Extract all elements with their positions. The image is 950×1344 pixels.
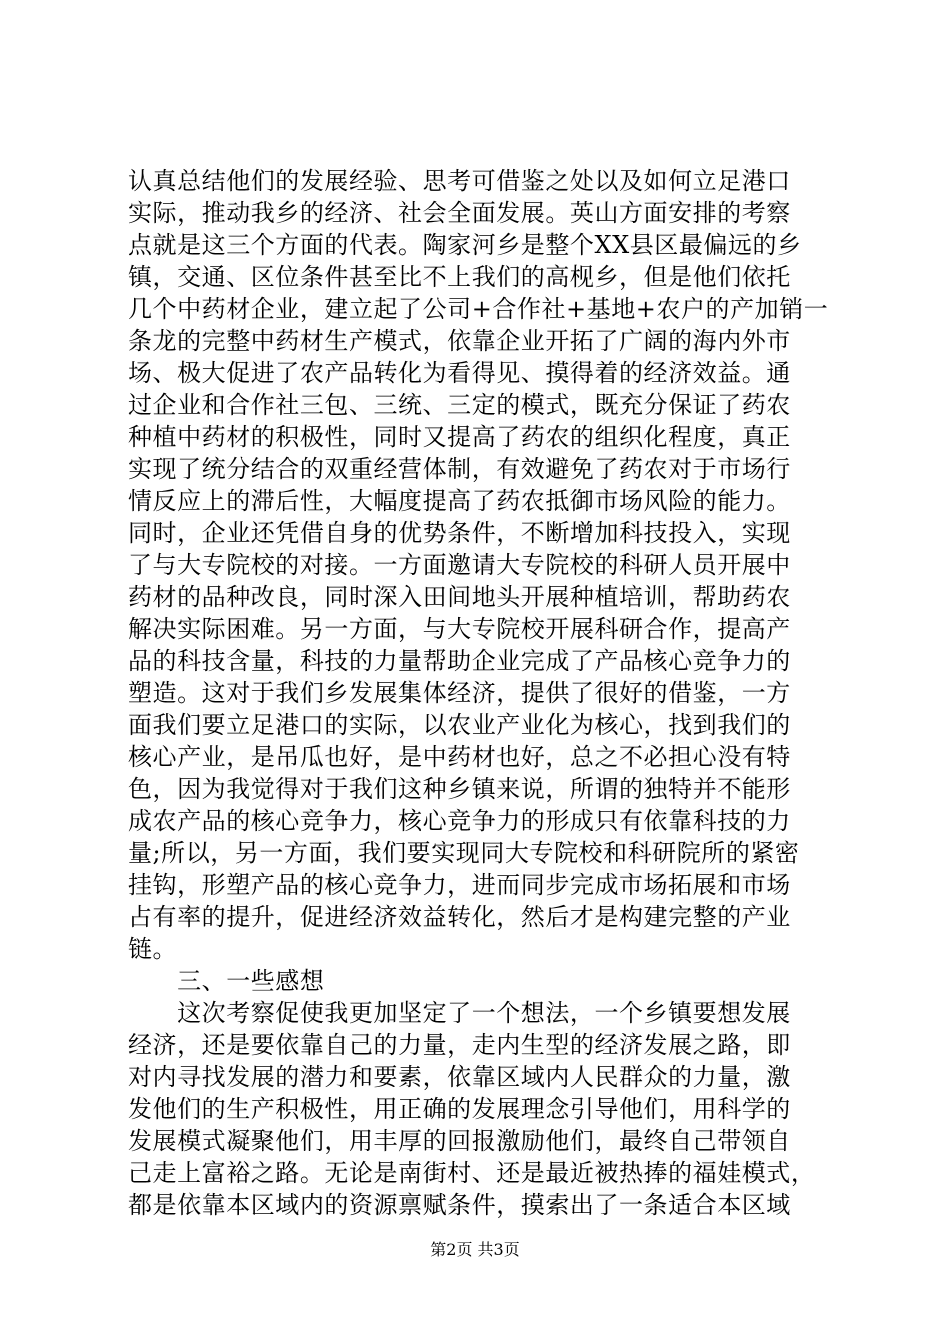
text-line: 色，因为我觉得对于我们这种乡镇来说，所谓的独特并不能形 xyxy=(128,775,791,803)
text-line: 都是依靠本区域内的资源禀赋条件，摸索出了一条适合本区域 xyxy=(128,1191,791,1219)
text-line: 占有率的提升，促进经济效益转化，然后才是构建完整的产业 xyxy=(128,903,791,931)
text-line: 解决实际困难。另一方面，与大专院校开展科研合作，提高产 xyxy=(128,615,791,643)
text-line: 核心产业，是吊瓜也好，是中药材也好，总之不必担心没有特 xyxy=(128,743,791,771)
text-line: 实现了统分结合的双重经营体制，有效避免了药农对于市场行 xyxy=(128,455,791,483)
text-line: 镇，交通、区位条件甚至比不上我们的高枧乡，但是他们依托 xyxy=(128,263,791,291)
text-line: 发展模式凝聚他们，用丰厚的回报激励他们，最终自己带领自 xyxy=(128,1127,791,1155)
text-line: 种植中药材的积极性，同时又提高了药农的组织化程度，真正 xyxy=(128,423,791,451)
text-line: 同时，企业还凭借自身的优势条件，不断增加科技投入，实现 xyxy=(128,519,791,547)
text-line: 品的科技含量，科技的力量帮助企业完成了产品核心竞争力的 xyxy=(128,647,791,675)
text-line: 点就是这三个方面的代表。陶家河乡是整个XX县区最偏远的乡 xyxy=(128,231,802,259)
body-text xyxy=(128,165,828,1221)
text-line: 对内寻找发展的潜力和要素，依靠区域内人民群众的力量，激 xyxy=(128,1063,791,1091)
page-number-footer: 第2页 共3页 xyxy=(430,1240,520,1259)
text-line: 成农产品的核心竞争力，核心竞争力的形成只有依靠科技的力 xyxy=(128,807,791,835)
text-line: 了与大专院校的对接。一方面邀请大专院校的科研人员开展中 xyxy=(128,551,791,579)
section-heading: 三、一些感想 xyxy=(128,967,325,995)
text-line: 挂钩，形塑产品的核心竞争力，进而同步完成市场拓展和市场 xyxy=(128,871,791,899)
text-line: 链。 xyxy=(128,935,178,963)
text-line: 发他们的生产积极性，用正确的发展理念引导他们，用科学的 xyxy=(128,1095,791,1123)
text-line: 经济，还是要依靠自己的力量，走内生型的经济发展之路，即 xyxy=(128,1031,791,1059)
text-line: 量;所以，另一方面，我们要实现同大专院校和科研院所的紧密 xyxy=(128,839,800,867)
text-line: 场、极大促进了农产品转化为看得见、摸得着的经济效益。通 xyxy=(128,359,791,387)
text-line: 己走上富裕之路。无论是南街村、还是最近被热捧的福娃模式， xyxy=(128,1159,816,1187)
text-line: 药材的品种改良，同时深入田间地头开展种植培训，帮助药农 xyxy=(128,583,791,611)
text-line: 面我们要立足港口的实际，以农业产业化为核心，找到我们的 xyxy=(128,711,791,739)
text-line: 塑造。这对于我们乡发展集体经济，提供了很好的借鉴，一方 xyxy=(128,679,791,707)
text-line: 认真总结他们的发展经验、思考可借鉴之处以及如何立足港口 xyxy=(128,167,791,195)
text-line: 这次考察促使我更加坚定了一个想法，一个乡镇要想发展 xyxy=(128,999,791,1027)
text-line: 实际，推动我乡的经济、社会全面发展。英山方面安排的考察 xyxy=(128,199,791,227)
text-line: 几个中药材企业，建立起了公司+合作社+基地+农户的产加销一 xyxy=(128,295,829,323)
text-line: 情反应上的滞后性，大幅度提高了药农抵御市场风险的能力。 xyxy=(128,487,791,515)
text-line: 条龙的完整中药材生产模式，依靠企业开拓了广阔的海内外市 xyxy=(128,327,791,355)
text-line: 过企业和合作社三包、三统、三定的模式，既充分保证了药农 xyxy=(128,391,791,419)
